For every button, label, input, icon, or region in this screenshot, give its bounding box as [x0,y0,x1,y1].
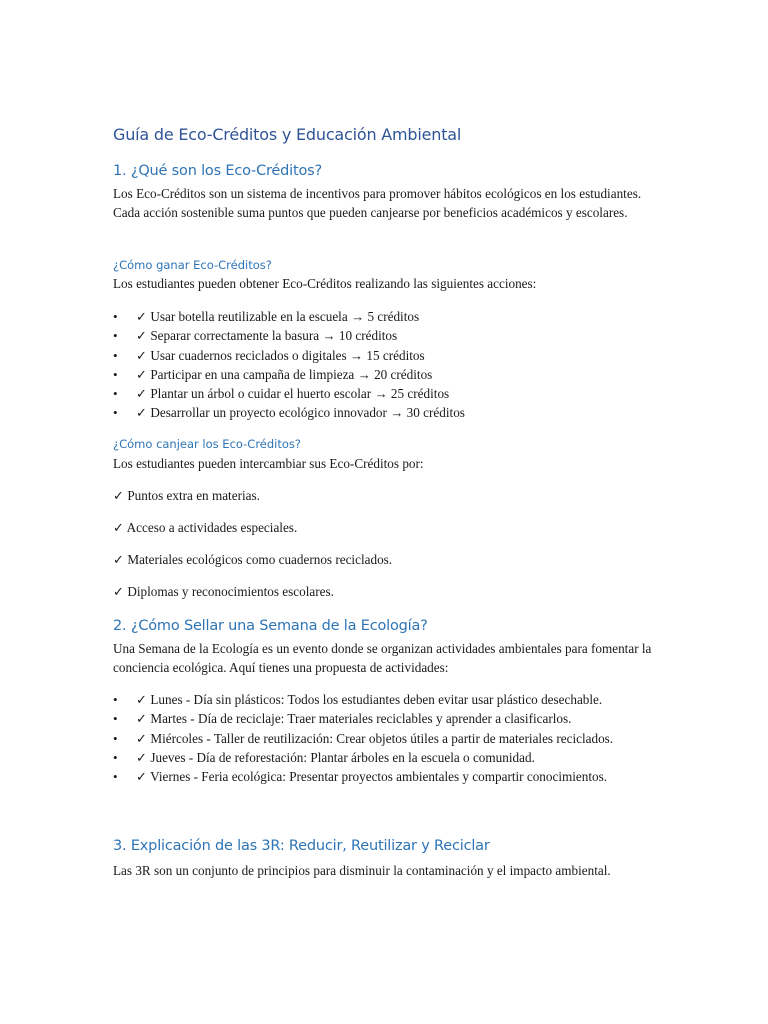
document-title: Guía de Eco-Créditos y Educación Ambiental [113,125,462,144]
list-item: • ✓ Viernes - Feria ecológica: Presentar proyectos ambientales y compartir conocimientos. [113,767,658,786]
section-1-intro: Los Eco-Créditos son un sistema de incentivos para promover hábitos ecológicos en los estudiantes. Cada acción sostenible suma puntos que pueden canjearse por beneficios académicos y escolares. [113,186,642,221]
section-3-heading: 3. Explicación de las 3R: Reducir, Reutilizar y Reciclar [113,838,490,854]
redeem-item: ✓ Acceso a actividades especiales. [113,520,298,535]
bullet-marker: • [113,405,118,421]
list-item: • ✓ Participar en una campaña de limpieza → 20 créditos [113,365,658,384]
bullet-marker: • [113,711,118,727]
bullet-marker: • [113,730,118,746]
bullet-marker: • [113,309,118,324]
bullet-marker: • [113,347,118,363]
list-item: • ✓ Usar cuadernos reciclados o digitales → 15 créditos [113,346,658,365]
list-item: • ✓ Desarrollar un proyecto ecológico innovador → 30 créditos [113,403,658,422]
earn-subheading: ¿Cómo ganar Eco-Créditos? [113,258,272,272]
list-item: • ✓ Separar correctamente la basura → 10 créditos [113,326,658,345]
redeem-subheading: ¿Cómo canjear los Eco-Créditos? [113,437,302,451]
list-item: • ✓ Jueves - Día de reforestación: Plantar árboles en la escuela o comunidad. [113,748,658,767]
list-item: • ✓ Usar botella reutilizable en la escuela → 5 créditos [113,307,658,326]
section-2-heading: 2. ¿Cómo Sellar una Semana de la Ecología? [113,618,428,634]
earn-intro: Los estudiantes pueden obtener Eco-Créditos realizando las siguientes acciones: [113,276,537,291]
list-item: • ✓ Lunes - Día sin plásticos: Todos los estudiantes deben evitar usar plástico desechable. [113,690,658,709]
redeem-item: ✓ Puntos extra en materias. [113,488,260,503]
list-item: • ✓ Plantar un árbol o cuidar el huerto escolar → 25 créditos [113,384,658,403]
bullet-marker: • [113,769,118,785]
redeem-intro: Los estudiantes pueden intercambiar sus Eco-Créditos por: [113,456,424,471]
earn-list [113,307,658,423]
redeem-item: ✓ Materiales ecológicos como cuadernos reciclados. [113,552,393,567]
redeem-item: ✓ Diplomas y reconocimientos escolares. [113,584,334,599]
bullet-marker: • [113,749,118,765]
bullet-marker: • [113,328,118,344]
week-activities-list [113,690,658,786]
bullet-marker: • [113,366,118,382]
section-2-intro: Una Semana de la Ecología es un evento donde se organizan actividades ambientales para fomentar la conciencia ecológica. Aquí tienes una propuesta de actividades: [113,641,652,676]
bullet-marker: • [113,692,118,707]
section-1-heading: 1. ¿Qué son los Eco-Créditos? [113,163,322,179]
bullet-marker: • [113,386,118,402]
list-item: • ✓ Miércoles - Taller de reutilización: Crear objetos útiles a partir de materiales reciclados. [113,729,658,748]
list-item: • ✓ Martes - Día de reciclaje: Traer materiales reciclables y aprender a clasificarlos. [113,709,658,728]
section-3-intro: Las 3R son un conjunto de principios para disminuir la contaminación y el impacto ambiental. [113,863,611,878]
